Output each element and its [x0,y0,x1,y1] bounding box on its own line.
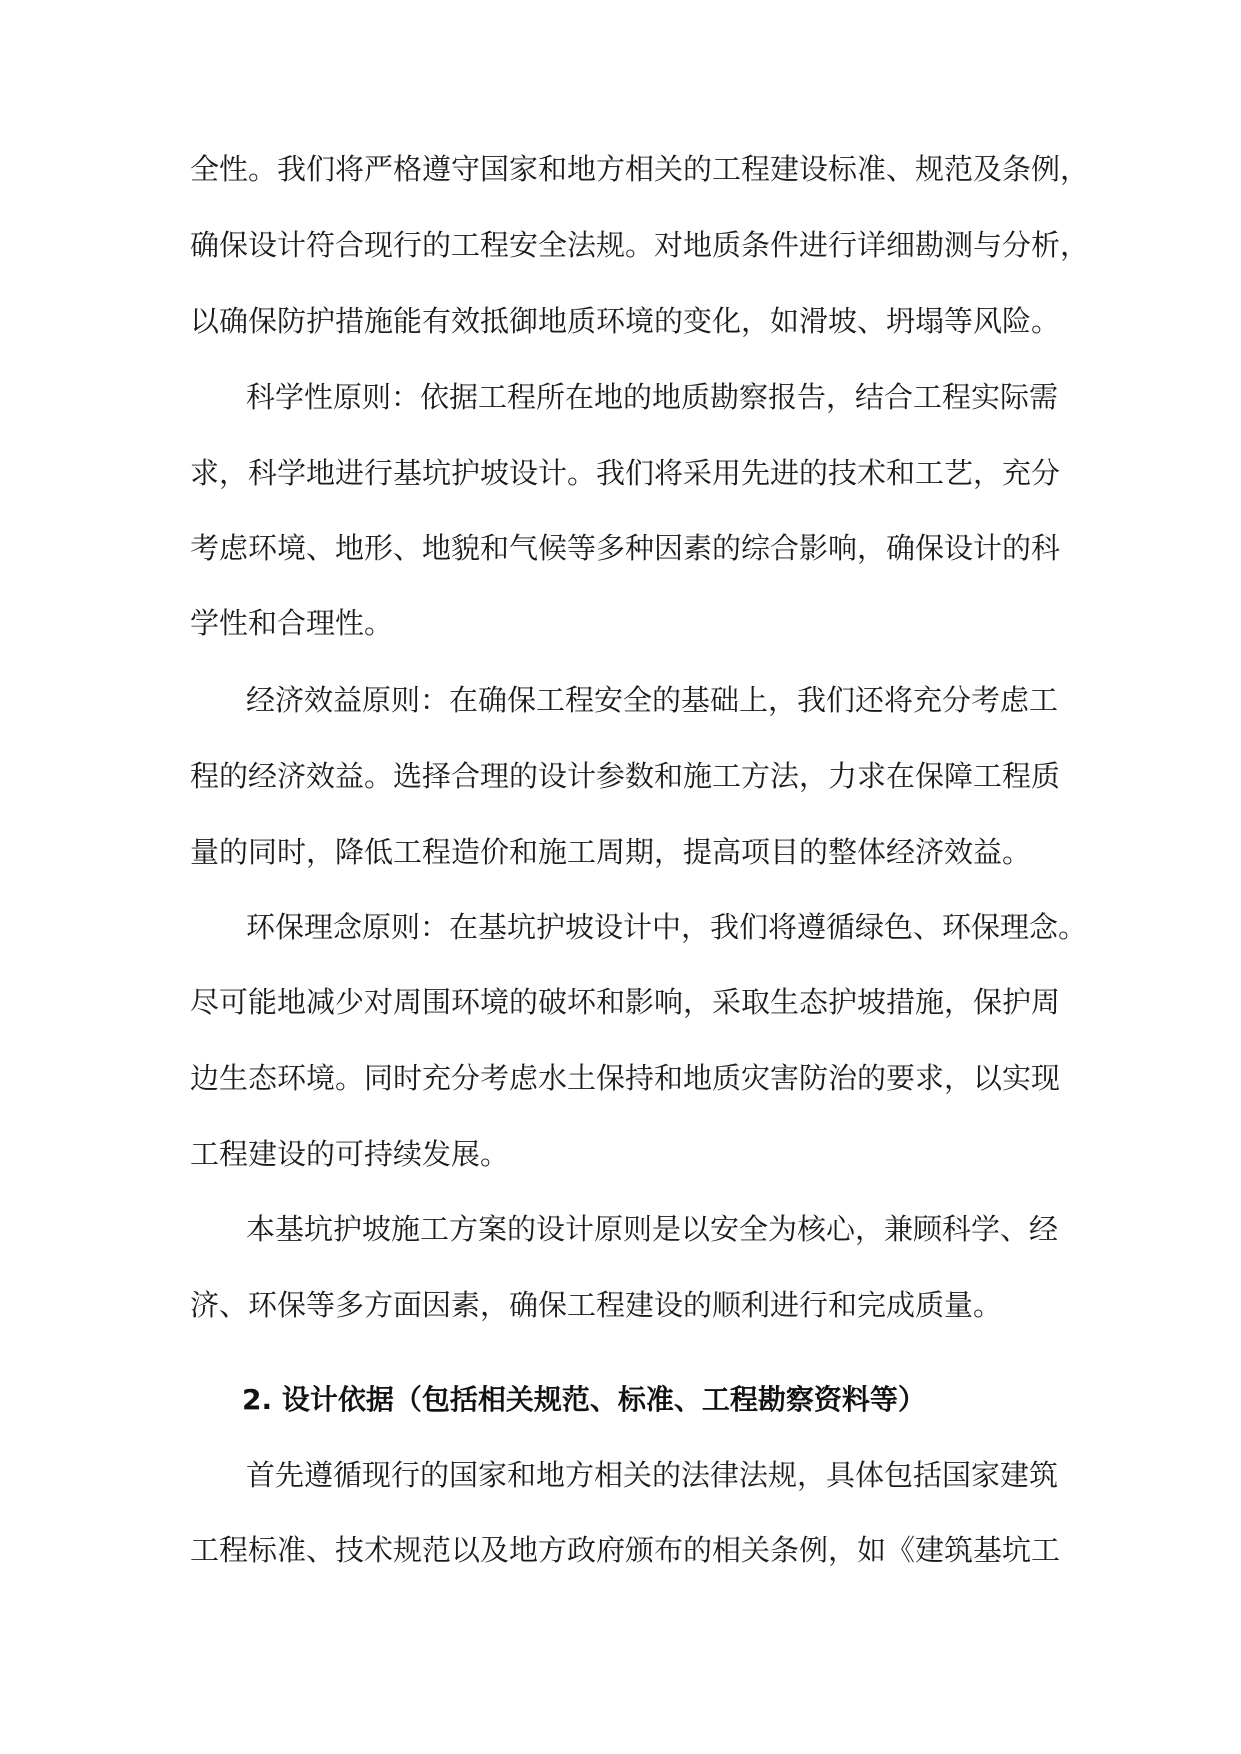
paragraph-line: 全性。我们将严格遵守国家和地方相关的工程建设标准、规范及条例， [190,152,1090,186]
paragraph-line: 确保设计符合现行的工程安全法规。对地质条件进行详细勘测与分析， [190,228,1090,262]
paragraph-line: 工程建设的可持续发展。 [190,1137,510,1171]
paragraph-line: 量的同时，降低工程造价和施工周期，提高项目的整体经济效益。 [190,835,1032,869]
paragraph-line: 程的经济效益。选择合理的设计参数和施工方法，力求在保障工程质 [190,759,1061,793]
paragraph-line: 工程标准、技术规范以及地方政府颁布的相关条例，如《建筑基坑工 [190,1533,1061,1567]
paragraph-line: 济、环保等多方面因素，确保工程建设的顺利进行和完成质量。 [190,1288,1003,1322]
paragraph-line: 首先遵循现行的国家和地方相关的法律法规，具体包括国家建筑 [246,1458,1059,1492]
paragraph-line: 环保理念原则：在基坑护坡设计中，我们将遵循绿色、环保理念。 [246,910,1088,944]
paragraph-line: 学性和合理性。 [190,606,394,640]
paragraph-line: 尽可能地减少对周围环境的破坏和影响，采取生态护坡措施，保护周 [190,985,1061,1019]
paragraph-line: 边生态环境。同时充分考虑水土保持和地质灾害防治的要求，以实现 [190,1061,1061,1095]
paragraph-line: 经济效益原则：在确保工程安全的基础上，我们还将充分考虑工 [246,683,1059,717]
paragraph-line: 以确保防护措施能有效抵御地质环境的变化，如滑坡、坍塌等风险。 [190,304,1061,338]
paragraph-line: 本基坑护坡施工方案的设计原则是以安全为核心，兼顾科学、经 [246,1212,1059,1246]
paragraph-line: 求，科学地进行基坑护坡设计。我们将采用先进的技术和工艺，充分 [190,456,1061,490]
paragraph-line: 科学性原则：依据工程所在地的地质勘察报告，结合工程实际需 [246,380,1059,414]
section-heading: 2. 设计依据（包括相关规范、标准、工程勘察资料等） [242,1383,926,1416]
paragraph-line: 考虑环境、地形、地貌和气候等多种因素的综合影响，确保设计的科 [190,531,1061,565]
